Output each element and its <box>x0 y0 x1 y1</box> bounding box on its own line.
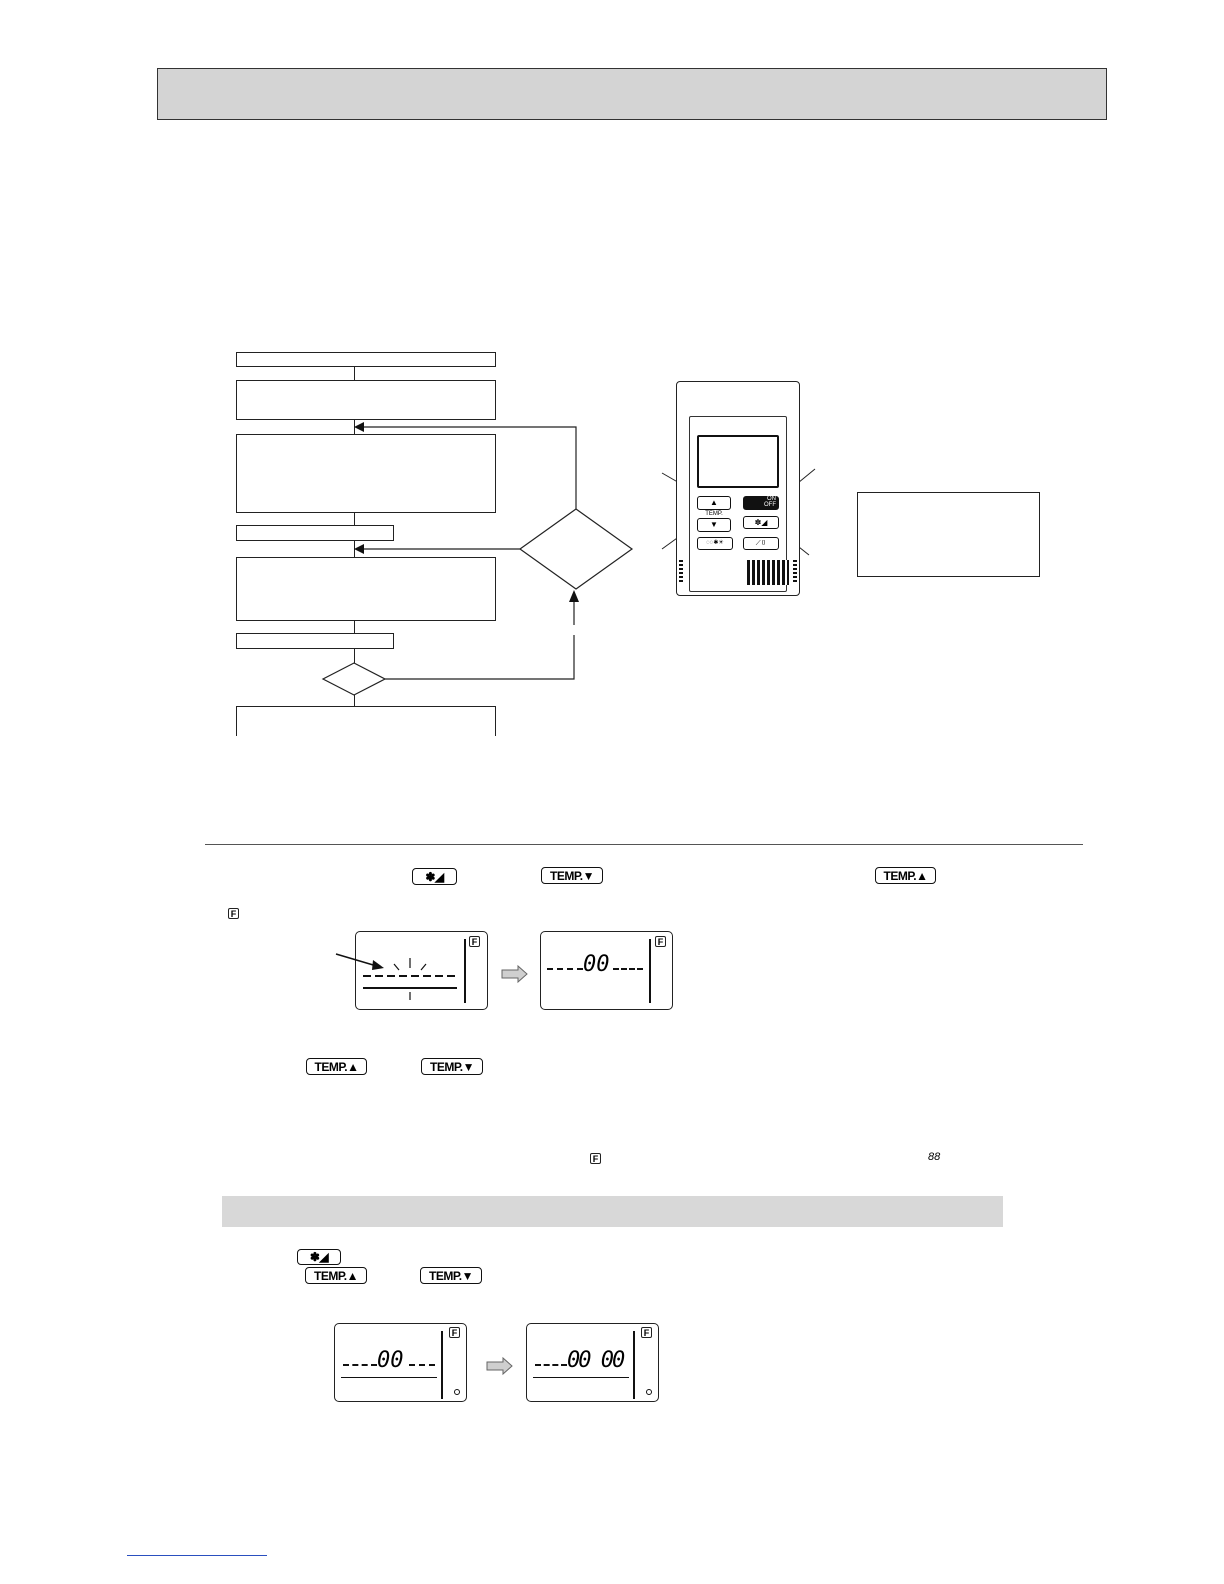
lcd-dashes-left <box>547 968 583 970</box>
fan-speed-key[interactable]: ✽◢ <box>743 516 779 529</box>
lcd-f-badge: F <box>641 1327 652 1338</box>
lcd-dashes-left <box>343 1364 377 1366</box>
fan-speed-button-inline <box>297 1249 341 1265</box>
remote-lcd-screen <box>697 435 779 488</box>
lcd-bar <box>633 1331 635 1399</box>
note-box <box>857 492 1040 577</box>
arrow-head <box>354 422 364 432</box>
on-off-key[interactable]: ON OFF <box>743 496 779 510</box>
side-vent-left <box>679 560 683 584</box>
lcd-f-badge: F <box>449 1327 460 1338</box>
lcd-f-badge: F <box>469 936 480 947</box>
lcd-bar <box>441 1331 443 1399</box>
lcd-screen-3 <box>334 1323 467 1402</box>
section-header-bar <box>222 1196 1003 1227</box>
pointer-arrow <box>372 960 384 970</box>
lcd-baseline <box>533 1377 629 1378</box>
decision-diamond-large <box>520 509 632 589</box>
lcd-dashes-right <box>613 968 643 970</box>
remote-controller <box>676 381 800 596</box>
lcd-code: 00 00 <box>567 1348 624 1373</box>
arrow-head <box>569 590 579 602</box>
lcd-f-badge: F <box>655 936 666 947</box>
temp-down-button-inline: TEMP.▼ <box>420 1267 482 1284</box>
lcd-code: 00 <box>377 1348 404 1373</box>
lcd-bar <box>649 939 651 1003</box>
f-mark-icon: F <box>590 1153 601 1164</box>
lcd-dashes-right <box>409 1364 435 1366</box>
fan-speed-button-inline <box>412 868 457 885</box>
lcd-baseline <box>341 1377 437 1378</box>
transition-arrow-2 <box>485 1356 515 1376</box>
fan-speed-icon: ✽◢ <box>425 869 444 884</box>
lcd-screen-1-segments <box>330 940 500 1010</box>
temp-down-button-inline: TEMP.▼ <box>541 867 603 884</box>
temp-down-key[interactable]: ▼ <box>697 518 731 532</box>
transition-arrow-1 <box>500 964 530 984</box>
f-mark-icon: F <box>228 908 239 919</box>
speaker-grille <box>747 560 789 585</box>
side-vent-right <box>793 560 797 584</box>
mode-key[interactable]: ◌◌✱☀ <box>697 537 733 550</box>
temp-down-button-inline: TEMP.▼ <box>421 1058 483 1075</box>
lcd-screen-4 <box>526 1323 659 1402</box>
lcd-dot-icon <box>454 1389 460 1395</box>
section-divider <box>205 844 1083 845</box>
fan-speed-icon: ✽◢ <box>309 1250 329 1264</box>
vane-key[interactable]: ⟋▯ <box>743 537 779 550</box>
lcd-dot-icon <box>646 1389 652 1395</box>
temp-key-label: TEMP. <box>705 511 723 517</box>
temp-up-key[interactable]: ▲ <box>697 496 731 510</box>
arrow-head <box>354 544 364 554</box>
lcd-screen-2 <box>540 931 673 1010</box>
temp-up-button-inline: TEMP.▲ <box>305 1267 367 1284</box>
decision-diamond-small <box>323 663 385 695</box>
lcd-code: 00 <box>583 952 610 977</box>
lcd-dashes-left <box>535 1364 567 1366</box>
segment-mark-icon: 88 <box>928 1151 941 1163</box>
loop-line <box>385 635 574 679</box>
temp-up-button-inline: TEMP.▲ <box>875 867 936 884</box>
footer-link[interactable] <box>127 1555 267 1556</box>
temp-up-button-inline: TEMP.▲ <box>306 1058 367 1075</box>
